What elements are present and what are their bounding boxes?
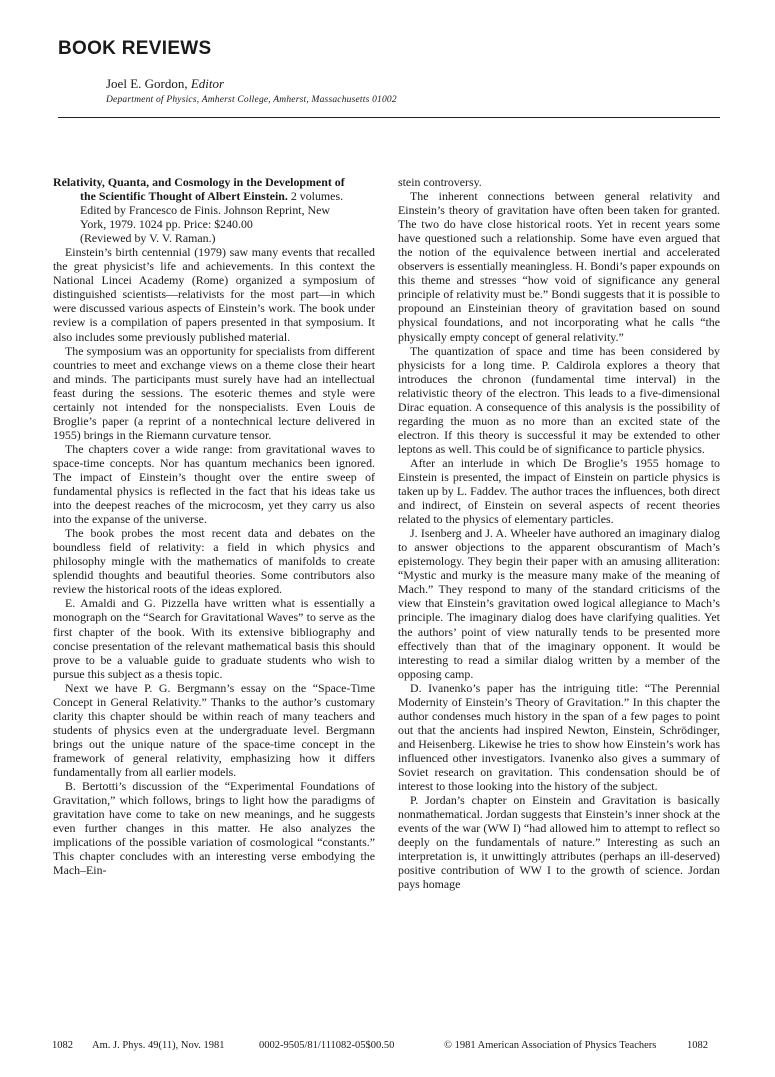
reviewer: (Reviewed by V. V. Raman.) [80,231,216,246]
editor-name: Joel E. Gordon, [106,76,188,91]
paragraph: E. Amaldi and G. Pizzella have written what is essentially a monograph on the “Search for Gravitational Waves” to serve as the first chapter of the book. With its extensive bibliography and concise presentation of the relevant mathematical basis this should prove to be a valuable guide to graduate students who wish to pursue this subject as a thesis topic. [53,596,375,681]
paragraph-continued: stein controversy. [398,175,482,189]
paragraph: The symposium was an opportunity for specialists from different countries to meet and exchange views on a theme close their heart and minds. The participants must surely have had an intellectual feast during the sessions. The esoteric themes and style were certainly not intended for the nonspecialists. Even Louis de Broglie’s paper (a reprint of a nontechnical lecture delivered in 1955) brings in the Riemann curvature tensor. [53,343,375,442]
review-details-line-3: Edited by Francesco de Finis. Johnson Reprint, New [80,203,330,218]
editor-department: Department of Physics, Amherst College, Amherst, Massachusetts 01002 [106,95,397,105]
paragraph: The inherent connections between general relativity and Einstein’s theory of gravitation have often been taken for granted. The two do have close historical roots. Yet in recent years some have questioned such a relationship. Some have even argued that the notion of the equivalence between inertial and accelerated observers is essentially meaningless. H. Bondi’s paper expounds on this theme and stresses “how void of significance any general principle of relativity must be.” Bondi suggests that it is possible to propound an Einsteinian theory of gravitation based on sound physical foundations, and not incorporating what he calls “the physically empty concept of general relativity.” [398,189,720,344]
page-number-left: 1082 [52,1040,73,1051]
copyright-notice: © 1981 American Association of Physics Teachers [444,1040,657,1051]
review-heading [53,175,375,245]
journal-citation: Am. J. Phys. 49(11), Nov. 1981 [92,1040,225,1051]
paragraph: J. Isenberg and J. A. Wheeler have authored an imaginary dialog to answer objections to the apparent obscurantism of Mach’s epistemology. They begin their paper with an amusing alliteration: “Mystic and murky is the measure many make of the meaning of Mach.” They respond to many of the standard criticisms of the view that Einstein’s gravitation owed logical allegiance to Mach’s principle. The imaginary dialog does have clarifying qualities. Yet the authors’ point of view naturally tends to be presented more effectively than that of the imaginary opponent. It would be interesting to read a similar dialog written by a member of the opposing camp. [398,526,720,681]
left-column [53,175,375,877]
paragraph: D. Ivanenko’s paper has the intriguing title: “The Perennial Modernity of Einstein’s Theory of Gravitation.” In this chapter the author condenses much history in the span of a few pages to point out that the ancients had inspired Newton, Einstein, Schrödinger, and Heisenberg. Likewise he tries to show how Einstein’s work has influenced other investigators. Ivanenko also gives a summary of Soviet research on gravitation. This condensation should be of interest to those looking into the history of the subject. [398,680,720,794]
paragraph: The quantization of space and time has been considered by physicists for a long time. P. Caldirola explores a theory that introduces the chronon (fundamental time interval) in the relativistic theory of the electron. This leads to a five-dimensional Dirac equation. A consequence of this analysis is the possibility of regarding the muon as no more than an excited state of the electron. If this theory is successful it may be extended to other leptons as well. This could be of significance to particle physics. [398,343,720,456]
paragraph: The book probes the most recent data and debates on the boundless field of relativity: a field in which physics and philosophy mingle with the mathematics of manifolds to create splendid thoughts and beautiful theories. Some contributors also review the historical roots of the ideas explored. [53,526,375,597]
review-title-line-2: the Scientific Thought of Albert Einstein. 2 volumes. [80,189,344,204]
header-divider [58,117,720,118]
editor-line [106,76,224,92]
editor-role: Editor [190,76,225,91]
paragraph: P. Jordan’s chapter on Einstein and Gravitation is basically nonmathematical. Jordan suggests that Einstein’s inner shock at the events of the war (WW I) “had allowed him to attempt to reflect so deeply on the fundamentals of nature.” Interesting as such an interpretation is, it unwittingly attributes (perhaps an ill-deserved) positive contribution of WW I to the growth of science. Jordan pays homage [398,793,720,892]
paragraph: After an interlude in which De Broglie’s 1955 homage to Einstein is presented, the impact of Einstein on particle physics is taken up by L. Faddev. The author traces the influences, both direct and indirect, of Einstein on several aspects of recent theories related to the physics of elementary particles. [398,455,720,527]
paragraph: Einstein’s birth centennial (1979) saw many events that recalled the great physicist’s life and achievements. In this context the National Lincei Academy (Rome) organized a symposium of distinguished scientists—relativists for the most part—in which were discussed various aspects of Einstein’s work. The book under review is a compilation of papers presented in that symposium. It also includes some previously published material. [53,245,375,344]
paragraph: Next we have P. G. Bergmann’s essay on the “Space-Time Concept in General Relativity.” Thanks to the author’s customary clarity this chapter should be within reach of many teachers and students of physics even at the undergraduate level. Bergmann brings out the unique nature of the space-time concept in the framework of general relativity, emphasizing how it differs fundamentally from all earlier models. [53,680,375,779]
section-title: BOOK REVIEWS [58,38,212,59]
paragraph: The chapters cover a wide range: from gravitational waves to space-time concepts. Nor has quantum mechanics been ignored. The impact of Einstein’s thought over the entire sweep of fundamental physics is reflected in the fact that his ideas take us into the deepest reaches of the microcosm, yet they carry us also into the expanse of the universe. [53,441,375,527]
page-number-right: 1082 [687,1040,708,1051]
paragraph: B. Bertotti’s discussion of the “Experimental Foundations of Gravitation,” which follows, brings to light how the paradigms of gravitation have come to take on new meanings, and he suggests even further changes in this matter. He also analyzes the implications of the possible variation of cosmological “constants.” This chapter concludes with an interesting verse embodying the Mach–Ein- [53,779,375,878]
article-code: 0002-9505/81/111082-05$00.50 [259,1040,395,1051]
page-footer [0,1040,775,1056]
review-details-line-4: York, 1979. 1024 pp. Price: $240.00 [80,217,253,232]
right-column [398,175,720,891]
review-title-line-1: Relativity, Quanta, and Cosmology in the Development of [53,175,345,189]
